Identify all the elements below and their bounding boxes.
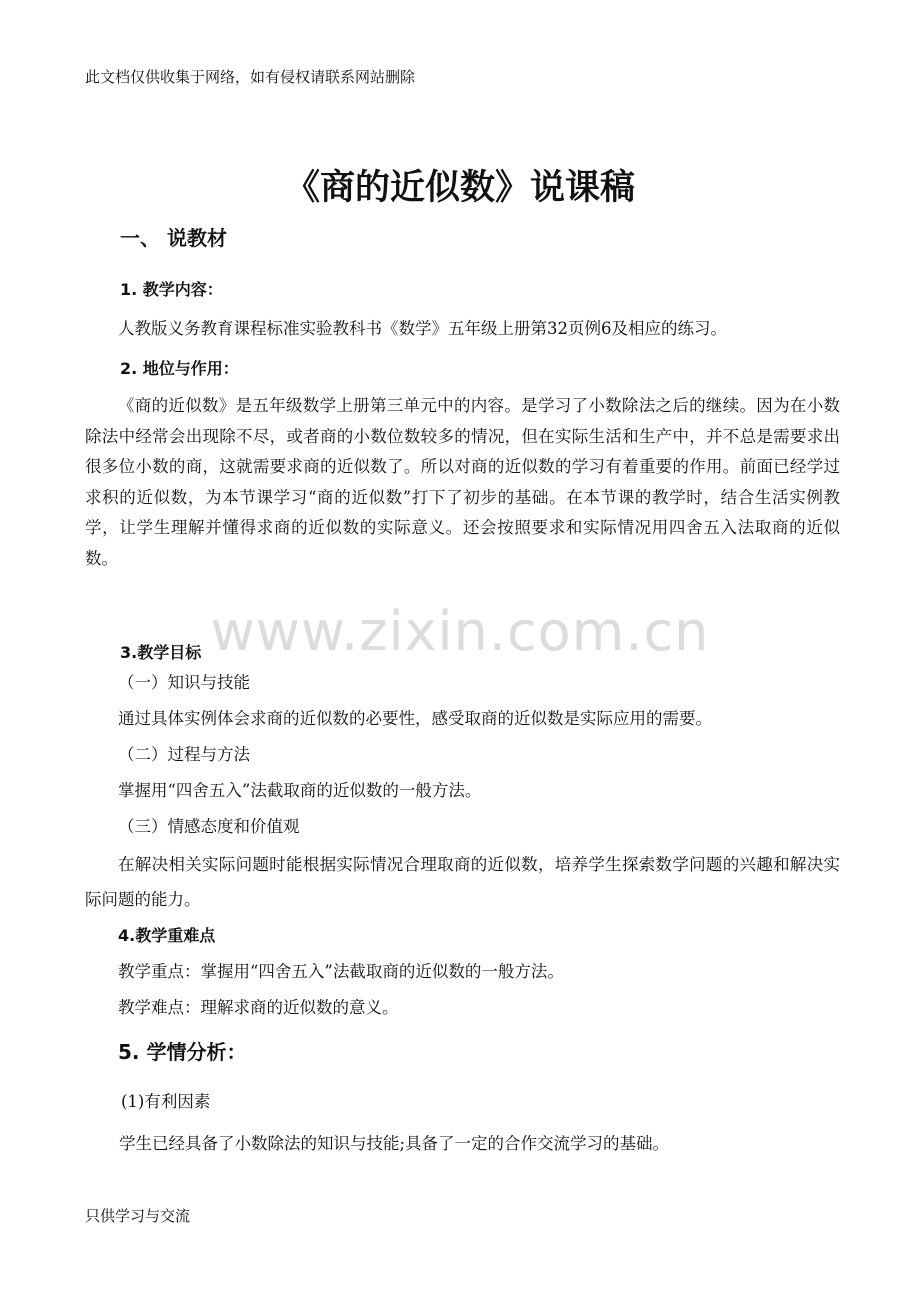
- item-text-content: 人教版义务教育课程标准实验教科书《数学》五年级上册第32页例6及相应的练习。: [118, 319, 727, 338]
- goal-text-knowledge: 通过具体实例体会求商的近似数的必要性，感受取商的近似数是实际应用的需要。: [118, 709, 712, 728]
- difficulty-text: 教学难点：理解求商的近似数的意义。: [118, 998, 399, 1017]
- sub-label-favorable: (1)有利因素: [121, 1092, 211, 1111]
- page-title: 《商的近似数》说课稿: [284, 168, 635, 208]
- item-heading-role: 2. 地位与作用：: [120, 359, 239, 378]
- goal-label-knowledge: （一）知识与技能: [118, 673, 250, 692]
- item-heading-key-points: 4.教学重难点: [118, 926, 216, 945]
- goal-label-attitude: （三）情感态度和价值观: [118, 817, 300, 836]
- item-heading-learner-analysis: 5. 学情分析：: [118, 1040, 247, 1064]
- item-heading-goals: 3.教学目标: [120, 643, 202, 662]
- section-heading-textbook: 一、 说教材: [120, 226, 227, 250]
- sub-text-favorable: 学生已经具备了小数除法的知识与技能;具备了一定的合作交流学习的基础。: [119, 1134, 670, 1153]
- header-note: 此文档仅供收集于网络，如有侵权请联系网站删除: [85, 68, 416, 86]
- goal-text-attitude: 在解决相关实际问题时能根据实际情况合理取商的近似数，培养学生探索数学问题的兴趣和解决实际问题的能力。: [85, 855, 840, 909]
- goal-text-process: 掌握用“四舍五入”法截取商的近似数的一般方法。: [118, 781, 482, 800]
- footer-note: 只供学习与交流: [85, 1207, 191, 1225]
- item-heading-content: 1. 教学内容：: [120, 280, 223, 299]
- goal-label-process: （二）过程与方法: [118, 745, 250, 764]
- key-point-text: 教学重点：掌握用“四舍五入”法截取商的近似数的一般方法。: [118, 962, 564, 981]
- watermark: www.zixin.com.cn: [210, 600, 710, 663]
- item-text-role: 《商的近似数》是五年级数学上册第三单元中的内容。是学习了小数除法之后的继续。因为在小数除法中经常会出现除不尽，或者商的小数位数较多的情况，但在实际生活和生产中，并不总是需要求出很多位小数的商，这就需要求商的近似数了。所以对商的近似数的学习有着重要的作用。前面已经学过求积的近似数，为本节课学习“商的近似数”打下了初步的基础。在本节课的教学时，结合生活实例教学，让学生理解并懂得求商的近似数的实际意义。还会按照要求和实际情况用四舍五入法取商的近似数。: [85, 396, 840, 568]
